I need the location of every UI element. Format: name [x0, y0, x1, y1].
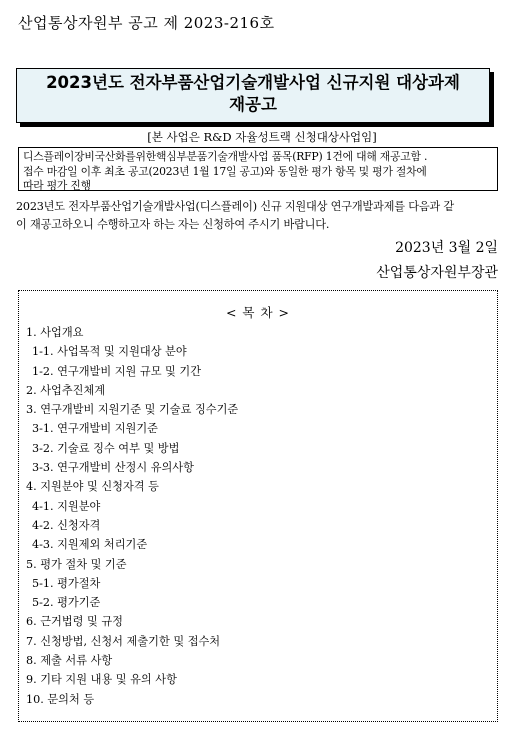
rnd-track-note: [본 사업은 R&D 자율성트랙 신청대상사업임]	[147, 130, 377, 144]
toc-item: 4-3. 지원제외 처리기준	[32, 538, 148, 552]
toc-item: 4-2. 신청자격	[32, 518, 101, 532]
toc-list	[26, 323, 238, 709]
title-box	[16, 68, 490, 123]
toc-item: 3. 연구개발비 지원기준 및 기술료 징수기준	[26, 403, 239, 417]
toc-item: 8. 제출 서류 사항	[26, 654, 113, 668]
toc-title: < 목 차 >	[225, 305, 291, 320]
toc-item: 4-1. 지원분야	[32, 499, 101, 513]
description-box	[18, 147, 498, 191]
notice-number: 산업통상자원부 공고 제 2023-216호	[18, 14, 275, 32]
toc-item: 4. 지원분야 및 신청자격 등	[26, 480, 159, 494]
toc-item: 1-1. 사업목적 및 지원대상 분야	[32, 345, 187, 359]
toc-item: 7. 신청방법, 신청서 제출기한 및 접수처	[26, 634, 221, 648]
toc-item: 1. 사업개요	[26, 326, 84, 339]
title-line-2: 재공고	[229, 95, 277, 114]
description-line-3: 따라 평가 진행	[23, 179, 91, 192]
title-line-1: 2023년도 전자부품산업기술개발사업 신규지원 대상과제	[46, 73, 460, 92]
issuer: 산업통상자원부장관	[376, 265, 498, 281]
toc-item: 6. 근거법령 및 규정	[26, 615, 123, 629]
toc-item: 5-2. 평가기준	[32, 596, 101, 610]
toc-item: 9. 기타 지원 내용 및 유의 사항	[26, 673, 177, 687]
toc-item: 10. 문의처 등	[26, 692, 95, 706]
toc-item: 3-2. 기술료 징수 여부 및 방법	[32, 441, 180, 455]
toc-item: 5-1. 평가절차	[32, 576, 101, 590]
description-line-2: 접수 마감일 이후 최초 공고(2023년 1월 17일 공고)와 동일한 평가 항목 및 평가 절차에	[23, 164, 427, 178]
toc-item: 5. 평가 절차 및 기준	[26, 557, 127, 571]
intro-line-2: 이 재공고하오니 수행하고자 하는 자는 신청하여 주시기 바랍니다.	[16, 218, 330, 231]
table-of-contents	[18, 290, 498, 722]
intro-line-1: 2023년도 전자부품산업기술개발사업(디스플레이) 신규 지원대상 연구개발과제를 다음과 같	[16, 200, 454, 213]
description-line-1: 디스플레이장비국산화를위한핵심부분품기술개발사업 품목(RFP) 1건에 대해 재공고함 .	[23, 150, 428, 163]
toc-item: 3-1. 연구개발비 지원기준	[32, 422, 158, 436]
toc-item: 3-3. 연구개발비 산정시 유의사항	[32, 461, 194, 475]
notice-date: 2023년 3월 2일	[395, 240, 498, 256]
toc-item: 1-2. 연구개발비 지원 규모 및 기간	[32, 364, 202, 378]
intro-paragraph	[16, 198, 506, 234]
toc-item: 2. 사업추진체계	[26, 383, 106, 397]
